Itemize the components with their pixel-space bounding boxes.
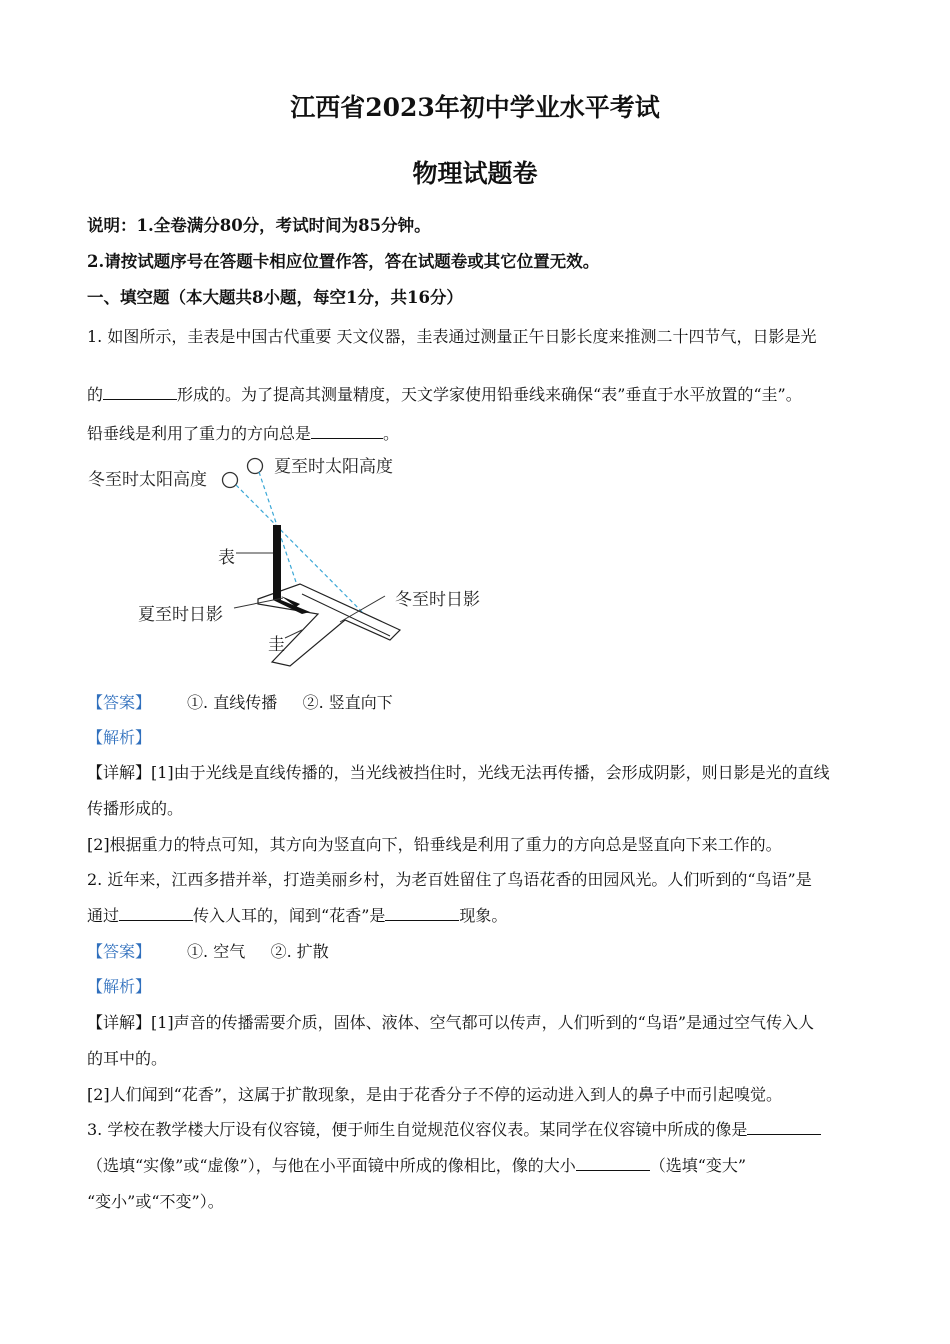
q1-analysis-tag: 【解析】	[87, 728, 152, 747]
q3-line-2-start: （选填“实像”或“虚像”），与他在小平面镜中所成的像相比，像的大小	[87, 1156, 576, 1175]
q3-line-3: “变小”或“不变”）。	[87, 1192, 224, 1211]
label-gui: 圭	[268, 635, 285, 655]
q2-line-2-start: 通过	[87, 906, 120, 925]
q1-line-3-end: 。	[383, 424, 400, 443]
q2-blank-1[interactable]	[119, 906, 193, 921]
q1-answer-text: ①. 直线传播 ②. 竖直向下	[187, 693, 393, 712]
q2-line-2	[87, 903, 507, 926]
q1-answer	[87, 690, 393, 713]
q1-line-3-start: 铅垂线是利用了重力的方向总是	[87, 424, 312, 443]
q2-answer-tag: 【答案】	[87, 942, 152, 961]
q3-line-1	[87, 1117, 821, 1140]
label-summer-shadow: 夏至时日影	[138, 605, 223, 625]
page-title: 江西省2023年初中学业水平考试	[290, 93, 660, 122]
q1-line-1: 1. 如图所示，圭表是中国古代重要 天文仪器，圭表通过测量正午日影长度来推测二十四节气，日影是光	[87, 327, 817, 346]
winter-sun-circle	[223, 473, 238, 488]
q1-detail-1b: 传播形成的。	[87, 799, 184, 818]
biao-pole	[273, 525, 281, 600]
section-heading: 一、填空题（本大题共8小题，每空1分，共16分）	[87, 288, 463, 307]
q1-detail-1: 【详解】[1]由于光线是直线传播的，当光线被挡住时，光线无法再传播，会形成阴影，则日影是光的直线	[87, 763, 830, 782]
q3-line-2-end: （选填“变大”	[649, 1156, 747, 1175]
label-winter-shadow: 冬至时日影	[395, 590, 480, 610]
q1-line-2-end: 形成的。为了提高其测量精度，天文学家使用铅垂线来确保“表”垂直于水平放置的“圭”。	[177, 385, 802, 404]
q3-line-2	[87, 1153, 746, 1176]
q1-detail-2: [2]根据重力的特点可知，其方向为竖直向下，铅垂线是利用了重力的方向总是竖直向下来工作的。	[87, 835, 782, 854]
summer-sun-circle	[248, 459, 263, 474]
q2-analysis-tag: 【解析】	[87, 977, 152, 996]
q2-detail-1b: 的耳中的。	[87, 1049, 168, 1068]
q2-answer	[87, 939, 329, 962]
q2-line-1: 2. 近年来，江西多措并举，打造美丽乡村，为老百姓留住了鸟语花香的田园风光。人们听到的“鸟语”是	[87, 870, 812, 889]
q2-blank-2[interactable]	[385, 906, 459, 921]
q3-blank-2[interactable]	[576, 1156, 650, 1171]
q2-answer-text: ①. 空气 ②. 扩散	[187, 942, 329, 961]
label-biao: 表	[218, 548, 235, 568]
q1-answer-tag: 【答案】	[87, 693, 152, 712]
q2-line-2-end: 现象。	[459, 906, 508, 925]
page-subtitle: 物理试题卷	[412, 159, 538, 188]
q2-detail-2: [2]人们闻到“花香”，这属于扩散现象，是由于花香分子不停的运动进入到人的鼻子中而引起嗅觉。	[87, 1085, 783, 1104]
q1-line-2-start: 的	[87, 385, 104, 404]
label-winter-sun: 冬至时太阳高度	[88, 470, 207, 490]
note-line-1: 说明：1.全卷满分80分，考试时间为85分钟。	[87, 216, 431, 235]
q3-blank-1[interactable]	[747, 1120, 821, 1135]
q2-line-2-mid: 传入人耳的，闻到“花香”是	[193, 906, 386, 925]
q2-detail-1: 【详解】[1]声音的传播需要介质，固体、液体、空气都可以传声，人们听到的“鸟语”是通过空气传入人	[87, 1013, 815, 1032]
note-line-2: 2.请按试题序号在答题卡相应位置作答，答在试题卷或其它位置无效。	[87, 252, 600, 271]
label-summer-sun: 夏至时太阳高度	[274, 457, 393, 477]
q3-line-1-text: 3. 学校在教学楼大厅设有仪容镜，便于师生自觉规范仪容仪表。某同学在仪容镜中所成的像是	[87, 1120, 748, 1139]
